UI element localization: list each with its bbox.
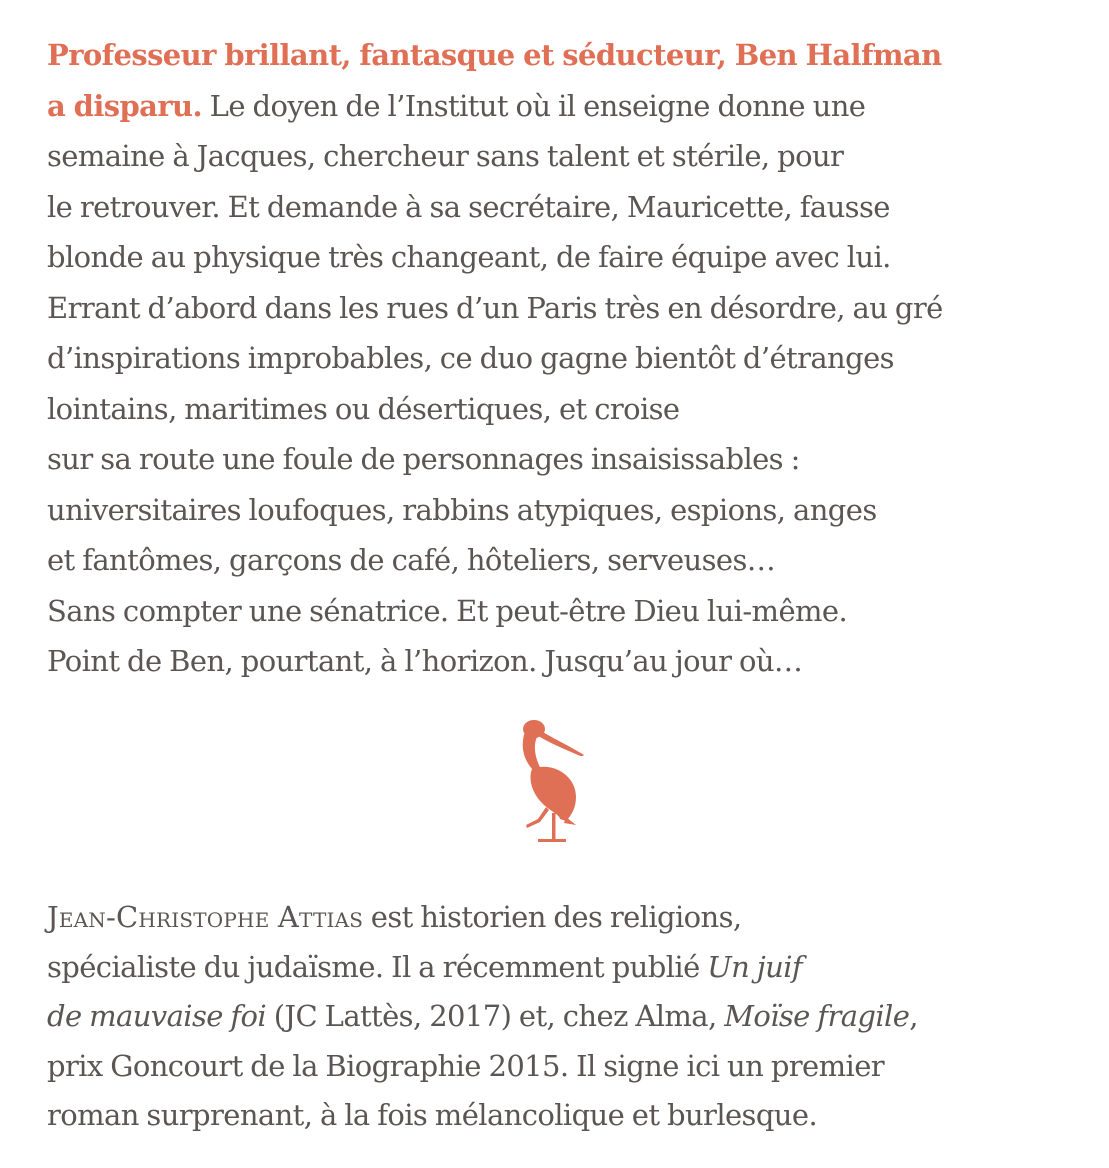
blurb-line [47, 81, 1087, 132]
heron-bird-icon [516, 715, 588, 847]
book-title: de mauvaise foi [47, 999, 267, 1033]
blurb-paragraph [47, 30, 1087, 687]
blurb-line: et fantômes, garçons de café, hôteliers, serveuses… [47, 543, 776, 577]
author-name: Jean-Christophe Attias [47, 900, 364, 934]
bio-line [47, 893, 1087, 943]
blurb-line: lointains, maritimes ou désertiques, et croise [47, 391, 680, 426]
blurb-line: sur sa route une foule de personnages insaisissables : [47, 442, 800, 476]
blurb-lead: Professeur brillant, fantasque et séducteur, Ben Halfman [47, 38, 942, 72]
blurb-lead: a disparu. [47, 88, 203, 123]
bio-line [47, 992, 1087, 1042]
book-title: Moïse fragile [724, 999, 910, 1033]
bio-text: spécialiste du judaïsme. Il a récemment publié [47, 949, 708, 984]
blurb-line: universitaires loufoques, rabbins atypiques, espions, anges [47, 492, 877, 527]
blurb-line: Point de Ben, pourtant, à l’horizon. Jusqu’au jour où… [47, 644, 803, 678]
blurb-line: le retrouver. Et demande à sa secrétaire, Mauricette, fausse [47, 189, 890, 224]
blurb-line: Sans compter une sénatrice. Et peut-être Dieu lui-même. [47, 593, 848, 628]
author-bio [47, 893, 1087, 1141]
blurb-line: semaine à Jacques, chercheur sans talent et stérile, pour [47, 139, 844, 173]
blurb-line: Errant d’abord dans les rues d’un Paris très en désordre, au gré [47, 290, 943, 325]
bio-text: (JC Lattès, 2017) et, chez Alma, [266, 999, 725, 1033]
blurb-line [47, 30, 1087, 81]
bio-text: , [909, 999, 918, 1033]
bio-line [47, 943, 1087, 993]
book-title: Un juif [707, 949, 803, 984]
blurb-line: d’inspirations improbables, ce duo gagne bientôt d’étranges [47, 341, 894, 375]
bio-line: roman surprenant, à la fois mélancolique et burlesque. [47, 1098, 818, 1132]
bio-text: est historien des religions, [363, 900, 742, 934]
bio-line: prix Goncourt de la Biographie 2015. Il signe ici un premier [47, 1048, 885, 1083]
blurb-line: blonde au physique très changeant, de faire équipe avec lui. [47, 240, 891, 274]
blurb-text: Le doyen de l’Institut où il enseigne donne une [202, 88, 866, 123]
